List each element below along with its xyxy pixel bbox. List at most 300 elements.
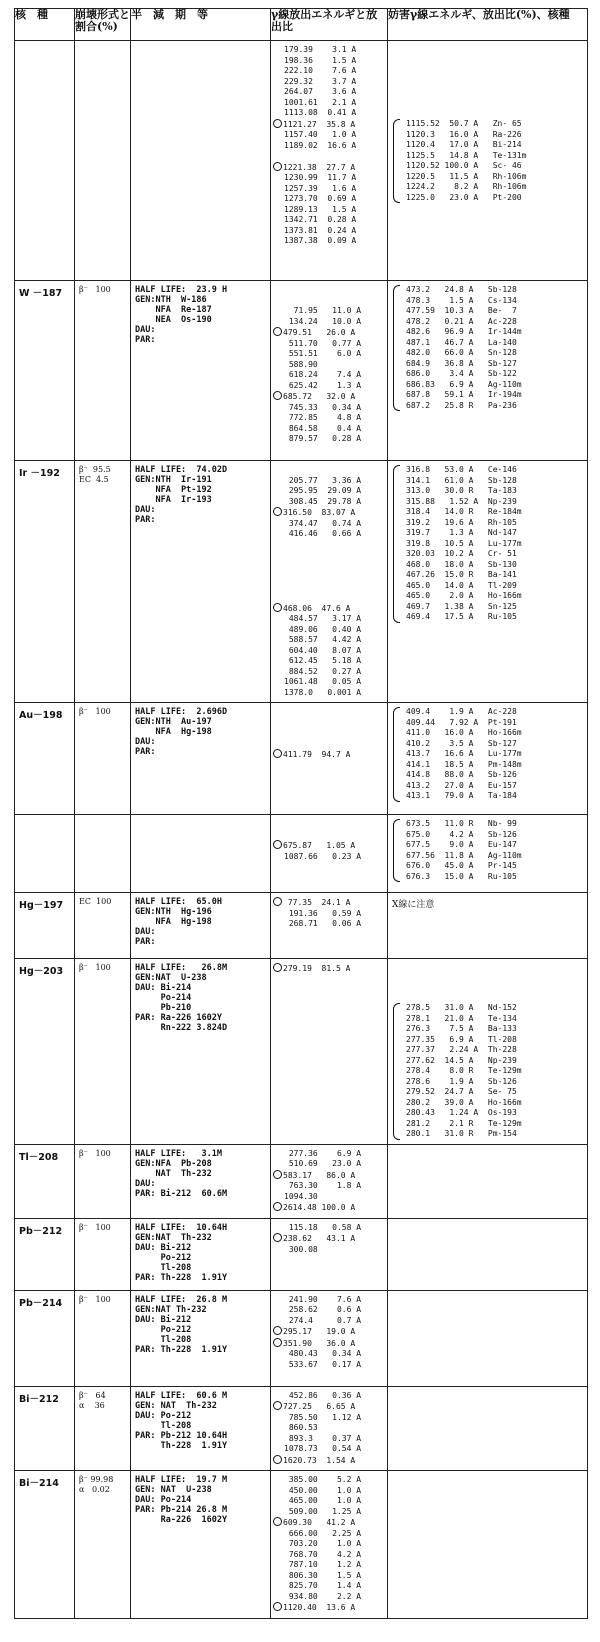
recommended-circle-icon	[273, 1202, 282, 1211]
gamma-line-text: 825.70 1.4 A	[284, 1581, 362, 1590]
half-life-cell-text: HALF LIFE: 10.64H GEN:NAT Th-232 DAU: Bi-212 Po-212 Tl-208 PAR: Th-228 1.91Y	[135, 1222, 228, 1283]
gamma-line-text	[284, 739, 289, 748]
gamma-line-text: 1373.81 0.24 A	[284, 225, 357, 235]
interfering-line: 482.0 66.0 A Sn-128	[406, 348, 517, 357]
gamma-line-text: 934.80 2.2 A	[284, 1591, 362, 1601]
gamma-line	[273, 306, 385, 317]
decay-mode-cell-text: β⁻ 100	[79, 963, 111, 972]
interfering-line: 1120.3 16.0 A Ra-226	[406, 129, 522, 139]
gamma-line-text: 77.35 24.1 A	[283, 898, 351, 907]
gamma-line	[273, 1581, 385, 1592]
gamma-line-text: 675.87 1.05 A	[283, 841, 356, 850]
half-life-cell-text	[131, 41, 270, 49]
gamma-line-text: 785.50 1.12 A	[284, 1412, 362, 1422]
decay-mode-cell-text: β⁻ 99.98 α 0.02	[79, 1475, 114, 1494]
nuclide-cell	[15, 893, 75, 959]
interfering-line: 413.7 16.6 A Lu-177m	[406, 749, 522, 758]
interfering-line: 676.3 15.0 A Ru-105	[406, 871, 517, 881]
decay-mode-cell	[75, 1290, 131, 1386]
table-row	[15, 1471, 588, 1619]
decay-mode-cell	[75, 1471, 131, 1619]
gamma-line	[273, 561, 385, 572]
gamma-line-text: 229.32 3.7 A	[284, 76, 357, 86]
brace-icon	[393, 465, 400, 623]
gamma-line	[273, 909, 385, 920]
nuclide-cell	[15, 815, 75, 893]
interfering-gamma-cell	[388, 41, 588, 281]
interfering-gamma-cell	[388, 1386, 588, 1471]
gamma-energy-cell	[271, 1386, 388, 1471]
interfering-line: 469.7 1.38 A Sn-125	[406, 601, 517, 611]
gamma-line-text: 295.95 29.09 A	[284, 486, 362, 495]
gamma-line-text: 612.45 5.18 A	[284, 656, 362, 665]
gamma-line-text: 551.51 6.0 A	[284, 349, 362, 358]
nuclide-cell-text: Tl－208	[19, 1151, 59, 1163]
gamma-line-text: 893.3 0.37 A	[284, 1433, 362, 1443]
gamma-line-text: 279.19 81.5 A	[283, 964, 351, 973]
gamma-line	[273, 1602, 385, 1614]
table-row	[15, 893, 588, 959]
nuclide-cell-text: Hg－197	[19, 900, 64, 911]
gamma-line-text: 772.85 4.8 A	[284, 413, 362, 422]
interfering-line: 675.0 4.2 A Sb-126	[406, 829, 517, 839]
gamma-line-text	[284, 571, 289, 580]
interfering-line: 677.56 11.8 A Ag-110m	[406, 850, 522, 860]
gamma-energy-cell	[271, 1290, 388, 1386]
recommended-circle-icon	[273, 1602, 282, 1611]
header-interfering-gamma: 妨害γ線エネルギ、放出比(%)、核種	[388, 9, 588, 41]
gamma-line	[273, 540, 385, 551]
gamma-line	[273, 130, 385, 141]
interfering-gamma-cell	[388, 461, 588, 703]
table-row	[15, 461, 588, 703]
decay-mode-cell-text: β⁻ 64 α 36	[79, 1390, 106, 1410]
interfering-gamma-cell	[388, 281, 588, 461]
recommended-circle-icon	[273, 327, 282, 336]
nuclide-cell-text: Ir －192	[19, 468, 60, 479]
nuclide-cell	[15, 41, 75, 281]
gamma-line-text	[284, 550, 289, 559]
gamma-line-text	[284, 151, 289, 160]
gamma-line	[273, 205, 385, 216]
gamma-line-text: 71.95 11.0 A	[284, 306, 362, 315]
brace-icon	[393, 1003, 400, 1140]
recommended-circle-icon	[273, 1517, 282, 1526]
gamma-line-text: 222.10 7.6 A	[284, 66, 357, 75]
gamma-line	[273, 582, 385, 593]
interfering-gamma-cell	[388, 815, 588, 893]
recommended-circle-icon	[273, 749, 282, 758]
gamma-line-text: 509.00 1.25 A	[284, 1506, 362, 1516]
decay-mode-cell-text	[75, 815, 130, 823]
interfering-line: 468.0 18.0 A Sb-130	[406, 559, 517, 569]
gamma-line	[273, 688, 385, 699]
gamma-line	[273, 1475, 385, 1486]
recommended-circle-icon	[273, 1326, 282, 1335]
interfering-line: 280.43 1.24 A Os-193	[406, 1108, 517, 1117]
gamma-line	[273, 151, 385, 162]
gamma-line-text: 864.58 0.4 A	[284, 423, 362, 433]
gamma-line	[273, 707, 385, 718]
gamma-line	[273, 1338, 385, 1350]
gamma-line-text: 860.53	[284, 1423, 318, 1432]
interfering-gamma-cell	[388, 1290, 588, 1386]
interfering-line: 414.1 18.5 A Pm-148m	[406, 759, 522, 769]
table-row	[15, 1290, 588, 1386]
decay-mode-cell	[75, 703, 131, 815]
interfering-line: 465.0 14.0 A Tl-209	[406, 580, 517, 590]
gamma-line-text: 763.30 1.8 A	[284, 1181, 362, 1190]
gamma-line	[273, 173, 385, 184]
gamma-line-text	[284, 561, 289, 570]
half-life-cell-text: HALF LIFE: 2.696D GEN:NTH Au-197 NFA Hg-198 DAU: PAR:	[135, 707, 228, 757]
gamma-line	[273, 45, 385, 56]
note-text: X線に注意	[392, 900, 435, 910]
gamma-line	[273, 141, 385, 152]
nuclide-cell-text: Hg－203	[19, 966, 64, 977]
gamma-line-text: 1087.66 0.23 A	[284, 851, 362, 861]
interfering-line: 465.0 2.0 A Ho-166m	[406, 591, 522, 600]
interfering-line: 280.1 31.0 R Pm-154	[406, 1129, 517, 1138]
interfering-gamma-cell	[388, 703, 588, 815]
gamma-line	[273, 1326, 385, 1338]
interfering-line: 677.5 9.0 A Eu-147	[406, 840, 517, 849]
gamma-line-text: 588.57 4.42 A	[284, 635, 362, 644]
gamma-line	[273, 56, 385, 67]
gamma-energy-cell	[271, 959, 388, 1145]
interfering-line: 487.1 46.7 A La-140	[406, 337, 517, 347]
decay-mode-cell-text: β⁻ 100	[79, 1294, 111, 1304]
interfering-line: 1125.5 14.8 A Te-131m	[406, 150, 527, 160]
interfering-line: 314.1 61.0 A Sb-128	[406, 475, 517, 485]
gamma-line	[273, 749, 385, 761]
interfering-line: 277.35 6.9 A Tl-208	[406, 1034, 517, 1044]
interfering-line: 469.4 17.5 A Ru-105	[406, 612, 517, 621]
gamma-line-text	[284, 819, 289, 828]
gamma-line-text: 480.43 0.34 A	[284, 1349, 362, 1358]
half-life-cell	[131, 461, 271, 703]
interfering-line: 318.4 14.0 R Re-184m	[406, 507, 522, 516]
gamma-line-text: 1387.38 0.09 A	[284, 236, 357, 245]
gamma-line-text: 258.62 0.6 A	[284, 1305, 362, 1314]
gamma-line-text	[284, 728, 289, 737]
gamma-line-text: 879.57 0.28 A	[284, 434, 362, 443]
interfering-line: 478.3 1.5 A Cs-134	[406, 295, 517, 305]
recommended-circle-icon	[273, 897, 282, 906]
gamma-line-text: 1120.40 13.6 A	[283, 1603, 356, 1612]
interfering-line: 313.0 30.0 R Ta-183	[406, 486, 517, 495]
gamma-line	[273, 413, 385, 424]
table-row	[15, 41, 588, 281]
gamma-line-text: 604.40 8.07 A	[284, 645, 362, 655]
gamma-energy-cell	[271, 893, 388, 959]
gamma-line	[273, 215, 385, 226]
half-life-cell-text: HALF LIFE: 3.1M GEN:NFA Pb-208 NAT Th-232 DAU: PAR: Bi-212 60.6M	[135, 1148, 228, 1199]
gamma-line	[273, 1529, 385, 1540]
gamma-line-text: 1257.39 1.6 A	[284, 183, 357, 193]
gamma-line	[273, 327, 385, 339]
gamma-line-text: 450.00 1.0 A	[284, 1485, 362, 1495]
gamma-line-text: 134.24 10.0 A	[284, 316, 362, 326]
gamma-line	[273, 1149, 385, 1160]
interfering-line: 413.2 27.0 A Eu-157	[406, 780, 517, 790]
gamma-line-text: 374.47 0.74 A	[284, 518, 362, 528]
recommended-circle-icon	[273, 507, 282, 516]
gamma-line	[273, 897, 385, 909]
half-life-cell	[131, 41, 271, 281]
interfering-gamma-cell	[388, 1218, 588, 1290]
gamma-line	[273, 87, 385, 98]
gamma-energy-cell	[271, 815, 388, 893]
gamma-line	[273, 236, 385, 247]
decay-mode-cell	[75, 461, 131, 703]
nuclide-cell	[15, 281, 75, 461]
gamma-line	[273, 184, 385, 195]
gamma-line	[273, 728, 385, 739]
gamma-line-text: 588.90	[284, 359, 318, 369]
gamma-line	[273, 119, 385, 131]
gamma-line	[273, 162, 385, 174]
gamma-line-text: 618.24 7.4 A	[284, 370, 362, 379]
gamma-line	[273, 614, 385, 625]
gamma-line-text: 787.10 1.2 A	[284, 1560, 362, 1569]
interfering-line: 687.2 25.8 R Pa-236	[406, 400, 517, 410]
gamma-line	[273, 1305, 385, 1316]
gamma-line	[273, 1571, 385, 1582]
gamma-line-text	[284, 718, 289, 727]
gamma-line	[273, 739, 385, 750]
gamma-line-text: 411.79 94.7 A	[283, 750, 351, 759]
interfering-line: 673.5 11.0 R Nb- 99	[406, 819, 517, 828]
half-life-cell	[131, 281, 271, 461]
half-life-cell	[131, 893, 271, 959]
gamma-line	[273, 1539, 385, 1550]
gamma-line	[273, 1349, 385, 1360]
brace-icon	[393, 119, 400, 203]
interfering-line: 277.62 14.5 A Np-239	[406, 1055, 517, 1065]
gamma-line-text: 510.69 23.0 A	[284, 1159, 362, 1168]
interfering-line: 409.4 1.9 A Ac-228	[406, 707, 517, 716]
decay-mode-cell	[75, 41, 131, 281]
gamma-line	[273, 656, 385, 667]
gamma-energy-cell	[271, 1218, 388, 1290]
interfering-line: 278.1 21.0 A Te-134	[406, 1013, 517, 1023]
gamma-line	[273, 497, 385, 508]
gamma-line	[273, 108, 385, 119]
gamma-line	[273, 635, 385, 646]
nuclide-cell	[15, 959, 75, 1145]
gamma-line-text: 609.30 41.2 A	[283, 1518, 356, 1527]
gamma-line-text: 489.06 0.40 A	[284, 624, 362, 634]
decay-mode-cell-text	[75, 41, 130, 49]
interfering-line: 410.2 3.5 A Sb-127	[406, 738, 517, 748]
gamma-line-text: 468.06 47.6 A	[283, 603, 351, 613]
gamma-line-text: 385.00 5.2 A	[284, 1475, 362, 1484]
recommended-circle-icon	[273, 391, 282, 400]
interfering-line: 686.83 6.9 A Ag-110m	[406, 379, 522, 389]
gamma-line	[273, 1223, 385, 1234]
gamma-line-text: 316.50 83.07 A	[283, 508, 356, 517]
gamma-line-text: 1273.70 0.69 A	[284, 194, 357, 203]
gamma-line	[273, 1391, 385, 1402]
interfering-line: 687.8 59.1 A Ir-194m	[406, 390, 522, 399]
interfering-line: 319.2 19.6 A Rh-105	[406, 517, 517, 527]
interfering-line: 414.8 88.0 A Sb-126	[406, 770, 517, 779]
gamma-line-text: 238.62 43.1 A	[283, 1234, 356, 1243]
gamma-line	[273, 667, 385, 678]
half-life-cell	[131, 703, 271, 815]
nuclide-cell	[15, 703, 75, 815]
gamma-line	[273, 1592, 385, 1603]
gamma-line	[273, 1496, 385, 1507]
gamma-line-text: 1221.38 27.7 A	[283, 162, 356, 172]
gamma-line-text: 1342.71 0.28 A	[284, 215, 357, 224]
table-row	[15, 959, 588, 1145]
nuclide-cell-text: Au－198	[19, 710, 63, 721]
gamma-line	[273, 1434, 385, 1445]
half-life-cell	[131, 1290, 271, 1386]
decay-mode-cell	[75, 1218, 131, 1290]
recommended-circle-icon	[273, 1455, 282, 1464]
header-decay-mode: 崩壊形式と割合(%)	[75, 9, 131, 41]
gamma-line-text: 1061.48 0.05 A	[284, 677, 362, 686]
gamma-line-text: 1094.30	[284, 1191, 318, 1201]
gamma-energy-cell	[271, 281, 388, 461]
gamma-line-text: 583.17 86.0 A	[283, 1170, 356, 1180]
interfering-line: 319.7 1.3 A Nd-147	[406, 528, 517, 537]
gamma-energy-cell	[271, 1471, 388, 1619]
gamma-line-text	[284, 296, 289, 305]
interfering-line: 319.8 10.5 A Lu-177m	[406, 538, 522, 548]
half-life-cell-text: HALF LIFE: 19.7 M GEN: NAT U-238 DAU: Po-214 PAR: Pb-214 26.8 M Ra-226 1602Y	[135, 1475, 228, 1525]
interfering-line: 686.0 3.4 A Sb-122	[406, 369, 517, 378]
gamma-line-text	[284, 830, 289, 839]
gamma-line	[273, 1444, 385, 1455]
half-life-cell-text: HALF LIFE: 26.8M GEN:NAT U-238 DAU: Bi-214 Po-214 Pb-210 PAR: Ra-226 1602Y Rn-222 3.824D	[135, 963, 228, 1033]
gamma-line-text: 1230.99 11.7 A	[284, 173, 357, 182]
table-row	[15, 1386, 588, 1471]
gamma-line-text: 295.17 19.0 A	[283, 1327, 356, 1336]
gamma-line	[273, 1202, 385, 1214]
recommended-circle-icon	[273, 1338, 282, 1347]
header-gamma-energy: γ線放出エネルギと放出比	[271, 9, 388, 41]
nuclide-cell-text: W －187	[19, 288, 63, 299]
decay-mode-cell	[75, 281, 131, 461]
gamma-line-text: 300.08	[284, 1244, 318, 1254]
gamma-line-text: 768.70 4.2 A	[284, 1549, 362, 1559]
gamma-line-text: 268.71 0.06 A	[284, 919, 362, 928]
half-life-cell	[131, 959, 271, 1145]
gamma-line	[273, 403, 385, 414]
gamma-line	[273, 424, 385, 435]
brace-icon	[393, 285, 400, 411]
interfering-line: 277.37 2.24 A Th-228	[406, 1045, 517, 1054]
gamma-line-text: 179.39 3.1 A	[284, 45, 357, 54]
gamma-line-text: 625.42 1.3 A	[284, 380, 362, 390]
interfering-line: 280.2 39.0 A Ho-166m	[406, 1097, 522, 1107]
gamma-line-text: 1157.40 1.0 A	[284, 130, 357, 139]
interfering-line: 278.4 8.0 R Te-129m	[406, 1066, 522, 1075]
recommended-circle-icon	[273, 119, 282, 128]
gamma-line	[273, 919, 385, 930]
nuclide-cell-text: Pb－212	[19, 1225, 63, 1237]
gamma-line-text: 1121.27 35.8 A	[283, 119, 356, 129]
gamma-line-text: 511.70 0.77 A	[284, 338, 362, 348]
gamma-line-text: 1113.08 0.41 A	[284, 108, 357, 117]
gamma-line	[273, 476, 385, 487]
gamma-line-text: 703.20 1.0 A	[284, 1539, 362, 1548]
gamma-line-text: 666.00 2.25 A	[284, 1528, 362, 1538]
interfering-line: 281.2 2.1 R Te-129m	[406, 1118, 522, 1128]
interfering-line: 1120.4 17.0 A Bi-214	[406, 140, 522, 149]
interfering-line: 1115.52 50.7 A Zn- 65	[406, 119, 522, 128]
half-life-cell	[131, 1386, 271, 1471]
gamma-line-text: 685.72 32.0 A	[283, 392, 356, 401]
gamma-line-text: 884.52 0.27 A	[284, 666, 362, 676]
decay-mode-cell	[75, 815, 131, 893]
gamma-line	[273, 963, 385, 975]
gamma-line-text	[284, 465, 289, 474]
gamma-line-text	[284, 582, 289, 591]
decay-mode-cell-text: β⁻ 100	[79, 1222, 111, 1232]
interfering-line: 467.26 15.0 R Ba-141	[406, 570, 517, 579]
gamma-energy-cell	[271, 703, 388, 815]
gamma-line-text: 1189.02 16.6 A	[284, 140, 357, 150]
interfering-line: 684.9 36.8 A Sb-127	[406, 358, 517, 368]
interfering-line: 1220.5 11.5 A Rh-106m	[406, 171, 527, 181]
table-row	[15, 1144, 588, 1218]
interfering-line: 278.6 1.9 A Sb-126	[406, 1076, 517, 1086]
header-row	[15, 9, 588, 41]
nuclide-cell-text: Bi－214	[19, 1478, 59, 1489]
interfering-line: 316.8 53.0 A Ce-146	[406, 465, 517, 474]
interfering-line: 1225.0 23.0 A Pt-200	[406, 192, 522, 202]
gamma-line	[273, 381, 385, 392]
gamma-line	[273, 1455, 385, 1467]
decay-mode-cell-text: β⁻ 100	[79, 707, 111, 716]
gamma-line	[273, 317, 385, 328]
nuclide-cell	[15, 1471, 75, 1619]
gamma-line	[273, 296, 385, 307]
gamma-line-text: 1378.0 0.001 A	[284, 687, 362, 697]
gamma-line	[273, 194, 385, 205]
gamma-line	[273, 852, 385, 863]
half-life-cell-text: HALF LIFE: 23.9 H GEN:NTH W-186 NFA Re-187 NEA Os-190 DAU: PAR:	[135, 285, 228, 345]
gamma-line	[273, 1401, 385, 1413]
nuclide-cell-text: Bi－212	[19, 1393, 59, 1405]
gamma-line	[273, 1423, 385, 1434]
gamma-line-text	[284, 707, 289, 716]
gamma-line	[273, 571, 385, 582]
recommended-circle-icon	[273, 1170, 282, 1179]
half-life-cell	[131, 1144, 271, 1218]
interfering-line: 409.44 7.92 A Pt-191	[406, 717, 517, 727]
gamma-line-text: 806.30 1.5 A	[284, 1570, 362, 1580]
gamma-line	[273, 1170, 385, 1182]
interfering-line: 278.5 31.0 A Nd-152	[406, 1003, 517, 1012]
gamma-line	[273, 507, 385, 519]
interfering-line: 478.2 0.21 A Ac-228	[406, 316, 517, 326]
interfering-line: 676.0 45.0 A Pr-145	[406, 861, 517, 870]
gamma-line	[273, 339, 385, 350]
interfering-line: 279.52 24.7 A Se- 75	[406, 1087, 517, 1096]
decay-mode-cell	[75, 1386, 131, 1471]
interfering-line: 1224.2 8.2 A Rh-106m	[406, 182, 527, 191]
half-life-cell	[131, 1471, 271, 1619]
gamma-line	[273, 66, 385, 77]
gamma-line	[273, 77, 385, 88]
gamma-line	[273, 1159, 385, 1170]
